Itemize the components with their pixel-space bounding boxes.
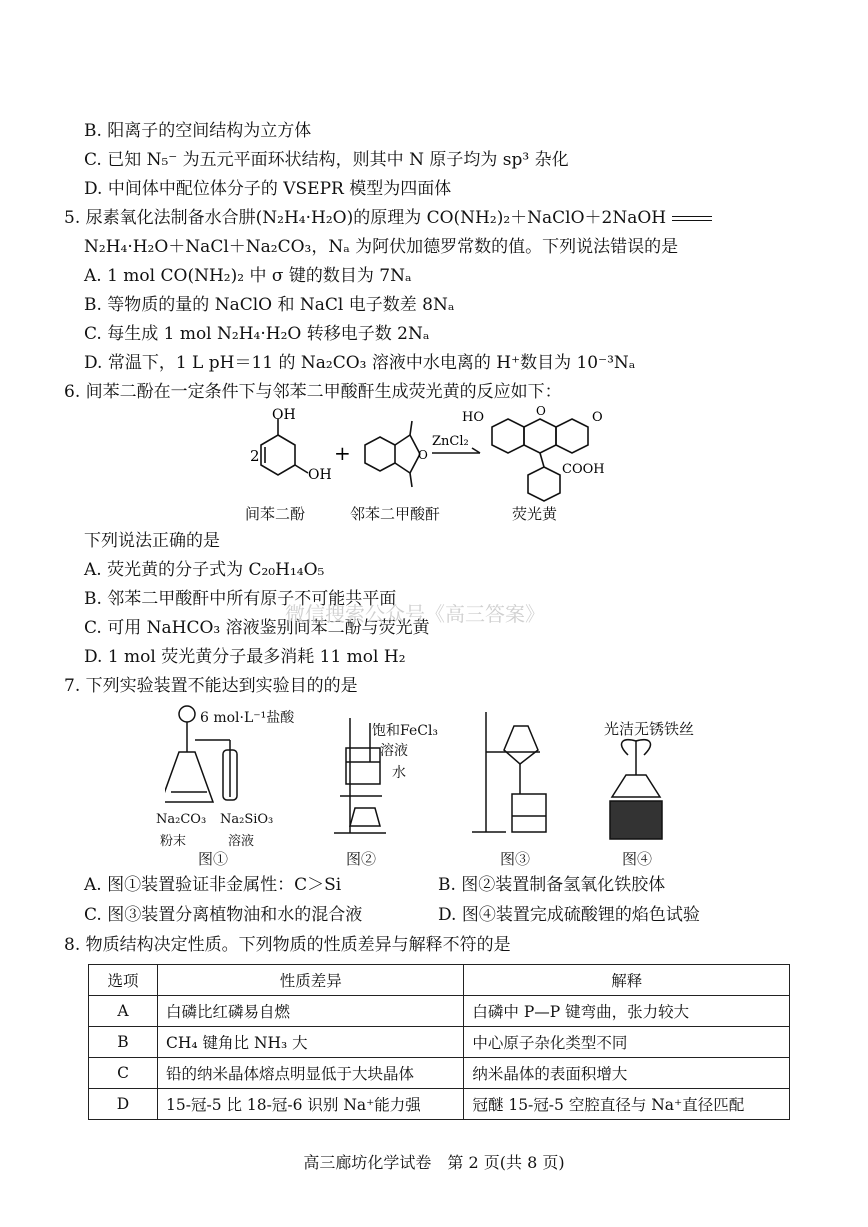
fluorescein-bridge-o: O: [536, 405, 546, 418]
watermark: 微信搜索公众号《高三答案》: [285, 602, 545, 626]
label-phthalic-anhydride: 邻苯二甲酸酐: [350, 505, 441, 523]
equals-sign: [672, 216, 712, 221]
fig1-caption: 图①: [198, 850, 229, 868]
page-footer: 高三廊坊化学试卷 第 2 页(共 8 页): [303, 1153, 565, 1172]
fig2-reagent-form: 溶液: [380, 743, 408, 759]
q5-option-d: D. 常温下，1 L pH＝11 的 Na₂CO₃ 溶液中水电离的 H⁺数目为 10⁻³Nₐ: [84, 353, 636, 373]
q6-reaction-diagram: [250, 405, 630, 505]
row-property: 15-冠-5 比 18-冠-6 识别 Na⁺能力强: [158, 1089, 464, 1120]
stoichiometric-coefficient: 2: [250, 447, 260, 465]
q7-option-d: D. 图④装置完成硫酸锂的焰色试验: [438, 905, 700, 925]
table-row: [89, 1089, 790, 1120]
row-property: 铅的纳米晶体熔点明显低于大块晶体: [158, 1058, 464, 1089]
fig1-na2co3: Na₂CO₃: [156, 812, 207, 827]
row-option: B: [89, 1027, 158, 1058]
fig4-caption: 图④: [622, 850, 653, 868]
fluorescein-keto-o: O: [592, 410, 603, 425]
header-option: 选项: [89, 965, 158, 996]
row-explanation: 中心原子杂化类型不同: [464, 1027, 790, 1058]
q6-option-c: C. 可用 NaHCO₃ 溶液鉴别间苯二酚与荧光黄: [84, 618, 430, 638]
fig1-na2co3-form: 粉末: [160, 834, 187, 849]
fluorescein-structure: [492, 419, 588, 501]
q4-option-d: D. 中间体中配位体分子的 VSEPR 模型为四面体: [84, 179, 452, 199]
q6-prompt: 下列说法正确的是: [84, 531, 220, 551]
fig1-na2sio3: Na₂SiO₃: [220, 812, 274, 827]
apparatus-fig4: [606, 735, 666, 841]
q6-stem: 6. 间苯二酚在一定条件下与邻苯二甲酸酐生成荧光黄的反应如下：: [64, 382, 562, 402]
q7-option-a: A. 图①装置验证非金属性：C＞Si: [84, 875, 342, 895]
q7-option-c: C. 图③装置分离植物油和水的混合液: [84, 905, 363, 925]
q7-stem: 7. 下列实验装置不能达到实验目的的是: [64, 676, 358, 696]
row-explanation: 冠醚 15-冠-5 空腔直径与 Na⁺直径匹配: [464, 1089, 790, 1120]
plus-sign: +: [334, 441, 351, 465]
q4-option-b: B. 阳离子的空间结构为立方体: [84, 121, 312, 141]
phthalic-anhydride-structure: [365, 421, 420, 487]
q5-stem-line1: [64, 207, 712, 229]
q7-option-b: B. 图②装置制备氢氧化铁胶体: [438, 875, 666, 895]
row-explanation: 纳米晶体的表面积增大: [464, 1058, 790, 1089]
reagent-zncl2: ZnCl₂: [432, 434, 469, 449]
table-row: [89, 1027, 790, 1058]
resorcinol-oh-bottom: OH: [308, 467, 332, 483]
resorcinol-structure: [261, 419, 308, 475]
q6-option-a: A. 荧光黄的分子式为 C₂₀H₁₄O₅: [84, 560, 325, 580]
q8-table: [88, 964, 790, 1120]
header-property: 性质差异: [158, 965, 464, 996]
fig2-reagent-fecl3: 饱和FeCl₃: [372, 723, 439, 739]
fluorescein-cooh: COOH: [562, 462, 605, 477]
row-property: CH₄ 键角比 NH₃ 大: [158, 1027, 464, 1058]
row-explanation: 白磷中 P—P 键弯曲，张力较大: [464, 996, 790, 1027]
header-explanation: 解释: [464, 965, 790, 996]
fluorescein-ho: HO: [462, 410, 484, 425]
resorcinol-oh-top: OH: [272, 407, 296, 423]
fig4-reagent-iron-wire: 光洁无锈铁丝: [604, 720, 695, 738]
q8-stem: 8. 物质结构决定性质。下列物质的性质差异与解释不符的是: [64, 935, 511, 955]
table-row: [89, 1058, 790, 1089]
row-option: D: [89, 1089, 158, 1120]
fig1-reagent-hcl: 6 mol·L⁻¹盐酸: [200, 710, 295, 726]
row-property: 白磷比红磷易自燃: [158, 996, 464, 1027]
fig2-water: 水: [392, 765, 406, 781]
q5-stem-line2: N₂H₄·H₂O＋NaCl＋Na₂CO₃，Nₐ 为阿伏加德罗常数的值。下列说法错误的是: [84, 237, 679, 257]
anhydride-ring-oxygen: O: [418, 448, 428, 462]
q6-option-d: D. 1 mol 荧光黄分子最多消耗 11 mol H₂: [84, 647, 406, 667]
q5-option-a: A. 1 mol CO(NH₂)₂ 中 σ 键的数目为 7Nₐ: [84, 266, 412, 286]
q5-stem-text: 5. 尿素氧化法制备水合肼(N₂H₄·H₂O)的原理为 CO(NH₂)₂＋NaClO＋2NaOH: [64, 208, 667, 228]
q5-option-b: B. 等物质的量的 NaClO 和 NaCl 电子数差 8Nₐ: [84, 295, 455, 315]
q8-table-header: [89, 965, 790, 996]
fig1-na2sio3-form: 溶液: [228, 834, 255, 849]
row-option: A: [89, 996, 158, 1027]
label-resorcinol: 间苯二酚: [245, 505, 306, 523]
q4-option-c: C. 已知 N₅⁻ 为五元平面环状结构，则其中 N 原子均为 sp³ 杂化: [84, 150, 569, 170]
row-option: C: [89, 1058, 158, 1089]
fig3-caption: 图③: [500, 850, 531, 868]
q5-option-c: C. 每生成 1 mol N₂H₄·H₂O 转移电子数 2Nₐ: [84, 324, 430, 344]
label-fluorescein: 荧光黄: [512, 505, 558, 523]
apparatus-fig3: [470, 712, 560, 840]
table-row: [89, 996, 790, 1027]
fig2-caption: 图②: [346, 850, 377, 868]
q6-option-b: B. 邻苯二甲酸酐中所有原子不可能共平面: [84, 589, 397, 609]
